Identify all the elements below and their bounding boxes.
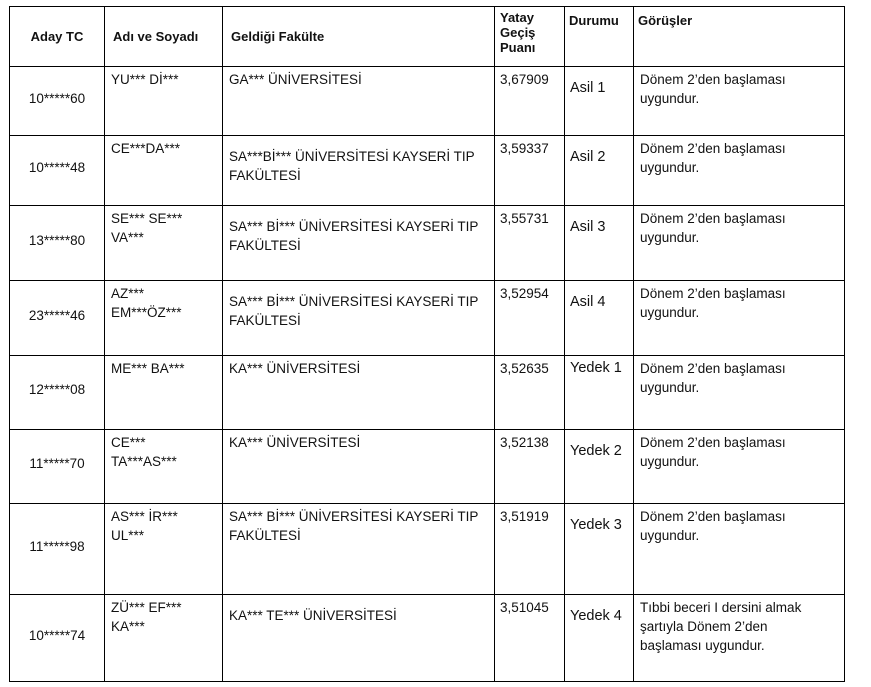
faculty-line: FAKÜLTESİ: [229, 238, 301, 253]
cell-faculty: [223, 430, 495, 504]
table-row: [10, 67, 845, 136]
notes-line: uygundur.: [640, 230, 700, 245]
notes-line: Dönem 2’den başlaması: [640, 435, 786, 450]
table-row: [10, 504, 845, 595]
cell-faculty: [223, 595, 495, 682]
table-row: [10, 281, 845, 356]
header-score-line3: Puanı: [500, 40, 536, 55]
header-score-line1: Yatay: [500, 10, 534, 25]
table-row: [10, 595, 845, 682]
cell-faculty: [223, 136, 495, 206]
faculty-line: SA*** Bİ*** ÜNİVERSİTESİ KAYSERİ TIP: [229, 509, 479, 524]
cell-score: 3,52635: [495, 356, 565, 430]
cell-notes: [634, 504, 845, 595]
name-line: ZÜ*** EF***: [111, 600, 182, 615]
table-row: [10, 356, 845, 430]
notes-line: Dönem 2’den başlaması: [640, 361, 786, 376]
cell-tc: 11*****98: [10, 504, 105, 595]
name-line: YU*** Dİ***: [111, 72, 179, 87]
notes-line: Dönem 2’den başlaması: [640, 509, 786, 524]
notes-line: uygundur.: [640, 305, 700, 320]
cell-notes: [634, 356, 845, 430]
cell-score: 3,51919: [495, 504, 565, 595]
cell-score: 3,55731: [495, 206, 565, 281]
name-line: EM***ÖZ***: [111, 305, 182, 320]
faculty-line: FAKÜLTESİ: [229, 313, 301, 328]
cell-status: Yedek 2: [565, 430, 634, 504]
cell-status: Asil 2: [565, 136, 634, 206]
cell-name: [105, 281, 223, 356]
header-faculty: Geldiği Fakülte: [223, 7, 495, 67]
notes-line: uygundur.: [640, 160, 700, 175]
notes-line: uygundur.: [640, 528, 700, 543]
name-line: KA***: [111, 619, 145, 634]
header-row: [10, 7, 845, 67]
name-line: TA***AS***: [111, 454, 177, 469]
table-row: [10, 430, 845, 504]
cell-faculty: [223, 356, 495, 430]
notes-line: uygundur.: [640, 454, 700, 469]
cell-tc: 11*****70: [10, 430, 105, 504]
notes-line: Dönem 2’den başlaması: [640, 141, 786, 156]
cell-name: [105, 595, 223, 682]
header-score-line2: Geçiş: [500, 25, 536, 40]
cell-score: 3,67909: [495, 67, 565, 136]
cell-faculty: [223, 281, 495, 356]
name-line: VA***: [111, 230, 144, 245]
cell-faculty: [223, 206, 495, 281]
name-line: ME*** BA***: [111, 361, 185, 376]
notes-line: uygundur.: [640, 91, 700, 106]
cell-status: Asil 3: [565, 206, 634, 281]
name-line: CE***: [111, 435, 146, 450]
cell-name: [105, 430, 223, 504]
cell-notes: [634, 206, 845, 281]
cell-tc: 10*****60: [10, 67, 105, 136]
notes-line: Dönem 2’den başlaması: [640, 286, 786, 301]
candidates-table: [9, 6, 845, 682]
cell-tc: 23*****46: [10, 281, 105, 356]
cell-tc: 10*****74: [10, 595, 105, 682]
notes-line: şartıyla Dönem 2’den: [640, 619, 768, 634]
cell-status: Asil 4: [565, 281, 634, 356]
cell-status: Yedek 1: [565, 356, 634, 430]
cell-name: [105, 206, 223, 281]
name-line: AS*** İR***: [111, 509, 178, 524]
name-line: SE*** SE***: [111, 211, 183, 226]
cell-status: Asil 1: [565, 67, 634, 136]
faculty-line: SA***Bİ*** ÜNİVERSİTESİ KAYSERİ TIP: [229, 149, 475, 164]
cell-name: [105, 356, 223, 430]
cell-name: [105, 67, 223, 136]
cell-tc: 13*****80: [10, 206, 105, 281]
notes-line: Dönem 2’den başlaması: [640, 72, 786, 87]
cell-status: Yedek 3: [565, 504, 634, 595]
cell-tc: 12*****08: [10, 356, 105, 430]
cell-notes: [634, 595, 845, 682]
cell-notes: [634, 281, 845, 356]
cell-notes: [634, 136, 845, 206]
faculty-line: KA*** TE*** ÜNİVERSİTESİ: [229, 608, 397, 623]
cell-score: 3,52138: [495, 430, 565, 504]
table-row: [10, 136, 845, 206]
name-line: AZ***: [111, 286, 145, 301]
header-name: Adı ve Soyadı: [105, 7, 223, 67]
cell-score: 3,59337: [495, 136, 565, 206]
notes-line: Tıbbi beceri I dersini almak: [640, 600, 802, 615]
cell-notes: [634, 430, 845, 504]
header-notes: Görüşler: [634, 7, 845, 67]
cell-faculty: [223, 504, 495, 595]
cell-tc: 10*****48: [10, 136, 105, 206]
cell-score: 3,51045: [495, 595, 565, 682]
faculty-line: KA*** ÜNİVERSİTESİ: [229, 435, 361, 450]
notes-line: uygundur.: [640, 380, 700, 395]
cell-name: [105, 136, 223, 206]
notes-line: başlaması uygundur.: [640, 638, 765, 653]
faculty-line: SA*** Bİ*** ÜNİVERSİTESİ KAYSERİ TIP: [229, 294, 479, 309]
cell-status: Yedek 4: [565, 595, 634, 682]
faculty-line: FAKÜLTESİ: [229, 168, 301, 183]
table-row: [10, 206, 845, 281]
name-line: CE***DA***: [111, 141, 181, 156]
faculty-line: FAKÜLTESİ: [229, 528, 301, 543]
header-tc: Aday TC: [10, 7, 105, 67]
header-score: [495, 7, 565, 67]
cell-name: [105, 504, 223, 595]
cell-score: 3,52954: [495, 281, 565, 356]
name-line: UL***: [111, 528, 145, 543]
cell-faculty: [223, 67, 495, 136]
header-status: Durumu: [565, 7, 634, 67]
faculty-line: GA*** ÜNİVERSİTESİ: [229, 72, 362, 87]
cell-notes: [634, 67, 845, 136]
faculty-line: SA*** Bİ*** ÜNİVERSİTESİ KAYSERİ TIP: [229, 219, 479, 234]
notes-line: Dönem 2’den başlaması: [640, 211, 786, 226]
faculty-line: KA*** ÜNİVERSİTESİ: [229, 361, 361, 376]
